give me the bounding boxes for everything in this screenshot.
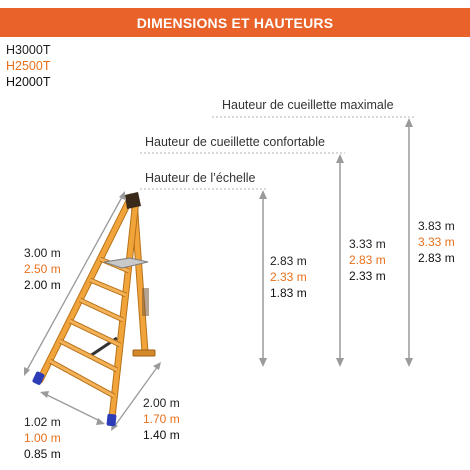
leg-spread-h2000t: 1.40 m — [143, 428, 180, 442]
max-pick-height-h2000t: 2.83 m — [418, 251, 455, 265]
ladder-height-h2000t: 1.83 m — [270, 286, 307, 300]
rear-foot-plate — [133, 350, 155, 356]
comfort-pick-height-values — [349, 236, 386, 284]
comfort-pick-height-h3000t: 3.33 m — [349, 237, 386, 251]
base-width-h2000t: 0.85 m — [24, 447, 61, 461]
ladder-height-h2500t: 2.33 m — [270, 270, 307, 284]
right-foot — [106, 414, 116, 427]
leg-spread-h2500t: 1.70 m — [143, 412, 180, 426]
ladder-height-values — [270, 253, 307, 301]
ladder-length-h3000t: 3.00 m — [24, 246, 61, 260]
max-pick-height-h3000t: 3.83 m — [418, 219, 455, 233]
comfort-height-arrow — [336, 154, 344, 367]
comfort-pick-height-h2000t: 2.33 m — [349, 269, 386, 283]
model-h2500t: H2500T — [6, 59, 51, 73]
comfort-pick-height-h2500t: 2.83 m — [349, 253, 386, 267]
ladder-length-h2500t: 2.50 m — [24, 262, 61, 276]
max-pick-height-h2500t: 3.33 m — [418, 235, 455, 249]
comfort-pick-height-label: Hauteur de cueillette confortable — [145, 135, 325, 149]
base-width-h3000t: 1.02 m — [24, 415, 61, 429]
max-pick-height-label: Hauteur de cueillette maximale — [222, 98, 394, 112]
ladder-length-values — [24, 245, 61, 293]
ladder-length-h2000t: 2.00 m — [24, 278, 61, 292]
base-width-values — [24, 414, 61, 462]
hinge-strap — [142, 288, 149, 316]
ladder-height-arrow — [259, 190, 267, 367]
max-height-arrow — [405, 118, 413, 367]
ladder-illustration — [32, 192, 155, 426]
top-cap — [125, 192, 141, 209]
leg-spread-h3000t: 2.00 m — [143, 396, 180, 410]
model-h2000t: H2000T — [6, 75, 51, 89]
ladder-height-h3000t: 2.83 m — [270, 254, 307, 268]
model-h3000t: H3000T — [6, 43, 51, 57]
base-width-h2500t: 1.00 m — [24, 431, 61, 445]
leg-spread-values — [143, 395, 180, 443]
banner-title: DIMENSIONS ET HAUTEURS — [136, 14, 334, 31]
max-pick-height-values — [418, 218, 455, 266]
ladder-height-label: Hauteur de l’échelle — [145, 171, 256, 185]
